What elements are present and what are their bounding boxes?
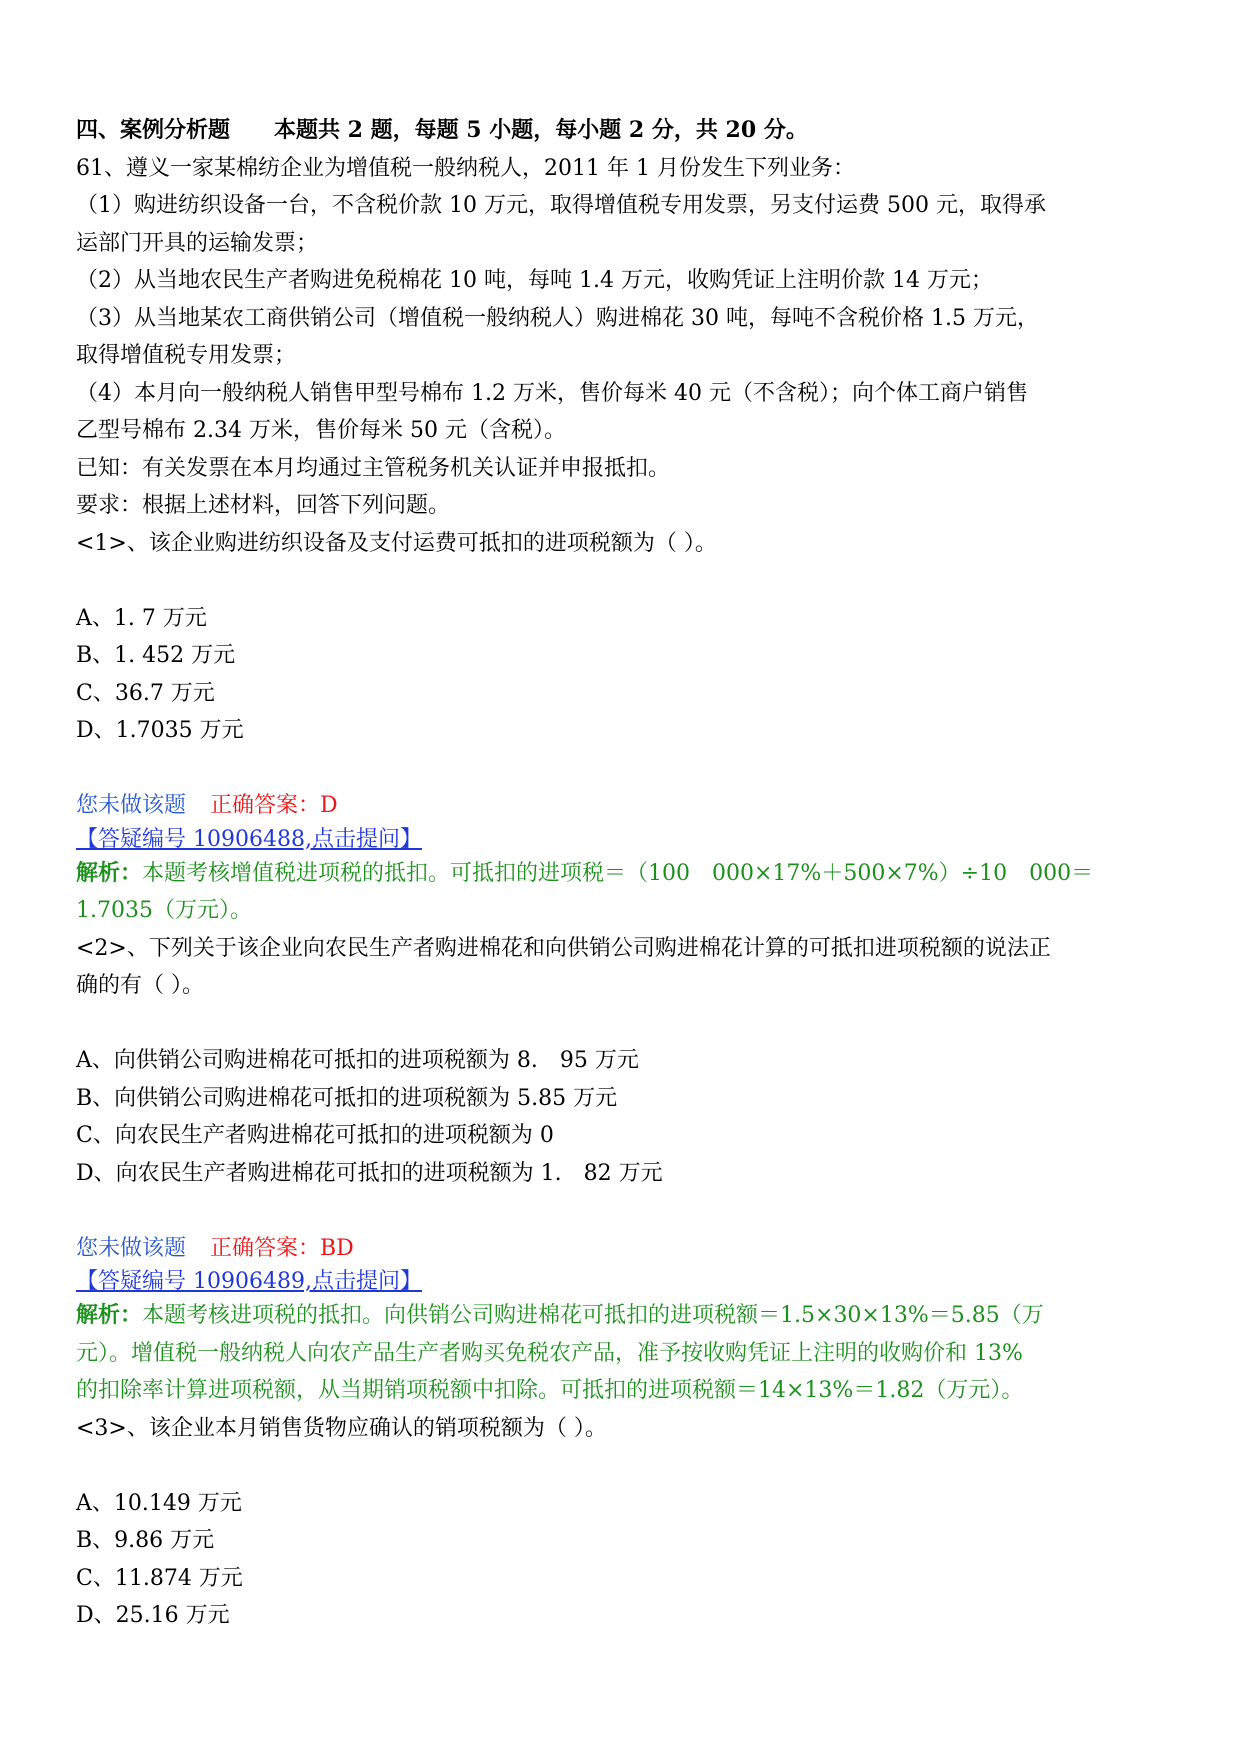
analysis-block xyxy=(76,855,1176,930)
analysis-text: 本题考核增值税进项税的抵扣。可抵扣的进项税＝（100 000×17%＋500×7%）÷10 000＝ xyxy=(142,860,1094,886)
option-d: D、向农民生产者购进棉花可抵扣的进项税额为 1. 82 万元 xyxy=(76,1160,663,1186)
spacer xyxy=(76,1447,1176,1485)
ask-question-link[interactable]: 【答疑编号 10906488,点击提问】 xyxy=(76,826,422,852)
question-stem: 确的有（ ）。 xyxy=(76,973,204,998)
question-stem: <1>、该企业购进纺织设备及支付运费可抵扣的进项税额为（ ）。 xyxy=(76,530,717,556)
spacer xyxy=(76,1005,1176,1043)
analysis-label: 解析： xyxy=(76,1302,143,1328)
analysis-text: 的扣除率计算进项税额，从当期销项税额中扣除。可抵扣的进项税额＝14×13%＝1.82（万元）。 xyxy=(76,1378,1024,1403)
option-b: B、向供销公司购进棉花可抵扣的进项税额为 5.85 万元 xyxy=(76,1085,618,1111)
case-requirement: 要求：根据上述材料，回答下列问题。 xyxy=(76,493,451,518)
analysis-text: 本题考核进项税的抵扣。向供销公司购进棉花可抵扣的进项税额＝1.5×30×13%＝5.85（万 xyxy=(142,1303,1044,1328)
case-item-line: 乙型号棉布 2.34 万米，售价每米 50 元（含税）。 xyxy=(76,418,566,443)
option-a: A、10.149 万元 xyxy=(76,1490,242,1516)
option-b: B、9.86 万元 xyxy=(76,1528,215,1553)
analysis-text: 元）。增值税一般纳税人向农产品生产者购买免税农产品，准予按收购凭证上注明的收购价和 13% xyxy=(76,1340,1023,1366)
document-page xyxy=(76,112,1176,1635)
option-c: C、36.7 万元 xyxy=(76,680,215,706)
analysis-text: 1.7035（万元）。 xyxy=(76,898,252,923)
answer-status-row xyxy=(76,787,1176,825)
case-item-line: （2）从当地农民生产者购进免税棉花 10 吨，每吨 1.4 万元，收购凭证上注明价款 14 万元； xyxy=(76,268,993,293)
not-attempted-status: 您未做该题 xyxy=(76,793,187,818)
option-a: A、向供销公司购进棉花可抵扣的进项税额为 8. 95 万元 xyxy=(76,1048,639,1073)
spacer xyxy=(76,562,1176,600)
answer-status-row xyxy=(76,1230,1176,1268)
option-c: C、11.874 万元 xyxy=(76,1565,243,1591)
case-intro: 61、遵义一家某棉纺企业为增值税一般纳税人，2011 年 1 月份发生下列业务： xyxy=(76,155,855,181)
case-known: 已知：有关发票在本月均通过主管税务机关认证并申报抵扣。 xyxy=(76,455,671,481)
option-a: A、1. 7 万元 xyxy=(76,605,207,631)
option-c: C、向农民生产者购进棉花可抵扣的进项税额为 0 xyxy=(76,1123,554,1148)
ask-question-link[interactable]: 【答疑编号 10906489,点击提问】 xyxy=(76,1269,422,1294)
case-item-line: （1）购进纺织设备一台，不含税价款 10 万元，取得增值税专用发票，另支付运费 500 元，取得承 xyxy=(76,193,1046,218)
spacer xyxy=(76,1192,1176,1230)
correct-answer: 正确答案：BD xyxy=(210,1235,354,1261)
analysis-block xyxy=(76,1297,1176,1410)
question-stem: <2>、下列关于该企业向农民生产者购进棉花和向供销公司购进棉花计算的可抵扣进项税额的说法正 xyxy=(76,935,1051,961)
option-d: D、1.7035 万元 xyxy=(76,718,244,743)
question-stem: <3>、该企业本月销售货物应确认的销项税额为（ ）。 xyxy=(76,1415,607,1441)
spacer xyxy=(76,750,1176,788)
case-item-line: 取得增值税专用发票； xyxy=(76,343,297,368)
case-item-line: （4）本月向一般纳税人销售甲型号棉布 1.2 万米，售价每米 40 元（不含税）；向个体工商户销售 xyxy=(76,380,1028,406)
case-item-line: 运部门开具的运输发票； xyxy=(76,230,319,256)
option-b: B、1. 452 万元 xyxy=(76,643,236,668)
case-item-line: （3）从当地某农工商供销公司（增值税一般纳税人）购进棉花 30 吨，每吨不含税价格 1.5 万元， xyxy=(76,305,1039,331)
analysis-label: 解析： xyxy=(76,859,143,886)
correct-answer: 正确答案：D xyxy=(210,793,338,818)
option-d: D、25.16 万元 xyxy=(76,1603,230,1628)
not-attempted-status: 您未做该题 xyxy=(76,1235,187,1261)
section-title: 四、案例分析题 本题共 2 题，每题 5 小题，每小题 2 分，共 20 分。 xyxy=(76,117,808,143)
